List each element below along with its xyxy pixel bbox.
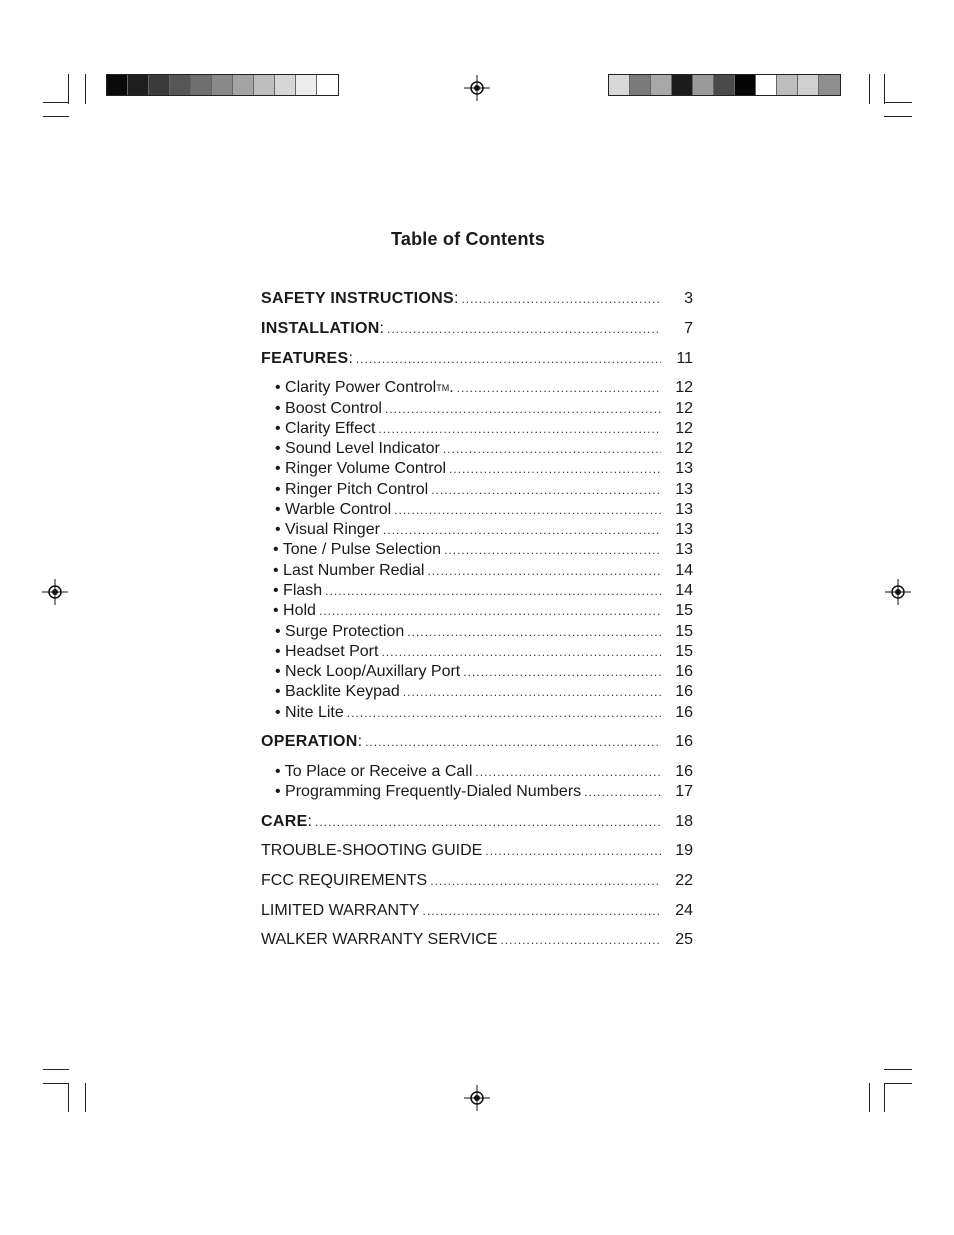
crop-mark — [884, 102, 912, 103]
page-number: 13 — [675, 481, 693, 498]
toc-entry — [261, 540, 693, 560]
toc-entry — [261, 289, 693, 309]
color-swatch — [735, 75, 756, 95]
toc-entry — [261, 662, 693, 682]
dot-leader — [385, 399, 661, 419]
color-swatch — [212, 75, 233, 95]
page-number: 15 — [675, 643, 693, 660]
dot-leader — [485, 841, 661, 861]
toc-entry — [261, 732, 693, 752]
crop-mark — [43, 102, 69, 103]
toc-entry — [261, 319, 693, 339]
toc-entry-label: • To Place or Receive a Call — [275, 763, 473, 780]
page-number: 3 — [684, 290, 693, 307]
dot-leader — [315, 812, 661, 832]
toc-entry — [261, 930, 693, 950]
toc-entry-label: • Hold — [273, 602, 316, 619]
crop-mark — [43, 1069, 69, 1070]
dot-leader — [423, 901, 661, 921]
toc-entry — [261, 762, 693, 782]
toc-entry — [261, 459, 693, 479]
color-swatch — [777, 75, 798, 95]
toc-entry — [261, 500, 693, 520]
dot-leader — [457, 378, 661, 398]
page-number: 17 — [675, 783, 693, 800]
page-number: 12 — [675, 420, 693, 437]
page-number: 14 — [675, 562, 693, 579]
dot-leader — [347, 703, 661, 723]
dot-leader — [394, 500, 661, 520]
registration-mark-icon — [464, 75, 490, 101]
page-number: 16 — [675, 683, 693, 700]
toc-entry — [261, 378, 693, 398]
toc-entry — [261, 419, 693, 439]
crop-mark — [85, 74, 86, 104]
color-swatch — [275, 75, 296, 95]
color-swatch — [191, 75, 212, 95]
toc-entry-label: • Clarity Power Control™. — [275, 379, 454, 396]
page-number: 16 — [675, 763, 693, 780]
crop-mark — [85, 1083, 86, 1112]
toc-entry-label: • Last Number Redial — [273, 562, 425, 579]
dot-leader — [461, 289, 661, 309]
color-swatch — [693, 75, 714, 95]
page-number: 15 — [675, 602, 693, 619]
color-swatch — [630, 75, 651, 95]
dot-leader — [430, 871, 661, 891]
toc-entry-label: WALKER WARRANTY SERVICE — [261, 931, 498, 948]
toc-entry — [261, 622, 693, 642]
page-number: 15 — [675, 623, 693, 640]
color-swatch — [672, 75, 693, 95]
page-number: 12 — [675, 440, 693, 457]
registration-mark-icon — [464, 1085, 490, 1111]
color-swatch — [149, 75, 170, 95]
toc-entry-label: SAFETY INSTRUCTIONS: — [261, 290, 459, 307]
crop-mark — [869, 1083, 870, 1112]
toc-entry-label: • Neck Loop/Auxillary Port — [275, 663, 461, 680]
dot-leader — [584, 782, 661, 802]
toc-entry-label: CARE: — [261, 813, 312, 830]
crop-mark — [884, 1069, 912, 1070]
toc-entry — [261, 812, 693, 832]
right-color-bar — [608, 74, 841, 96]
dot-leader — [407, 622, 661, 642]
toc-entry-label: OPERATION: — [261, 733, 363, 750]
page-number: 16 — [675, 663, 693, 680]
page-number: 19 — [675, 842, 693, 859]
toc-entry-label: • Ringer Volume Control — [275, 460, 447, 477]
toc-entry — [261, 601, 693, 621]
toc-entry-label: • Tone / Pulse Selection — [273, 541, 442, 558]
toc-entry-label: • Warble Control — [275, 501, 392, 518]
color-swatch — [317, 75, 338, 95]
page-number: 14 — [675, 582, 693, 599]
color-swatch — [170, 75, 191, 95]
toc-entry-label: • Programming Frequently-Dialed Numbers — [275, 783, 582, 800]
page-number: 13 — [675, 521, 693, 538]
page-number: 16 — [675, 704, 693, 721]
page-number: 18 — [675, 813, 693, 830]
dot-leader — [403, 682, 661, 702]
toc-entry-label: • Surge Protection — [275, 623, 405, 640]
crop-mark — [884, 74, 885, 104]
toc-entry — [261, 841, 693, 861]
toc-entry — [261, 439, 693, 459]
dot-leader — [383, 520, 661, 540]
dot-leader — [381, 642, 661, 662]
page-number: 7 — [684, 320, 693, 337]
toc-entry — [261, 399, 693, 419]
page-number: 22 — [675, 872, 693, 889]
toc-entry — [261, 480, 693, 500]
color-swatch — [609, 75, 630, 95]
dot-leader — [356, 349, 661, 369]
crop-mark — [884, 1083, 912, 1084]
color-swatch — [798, 75, 819, 95]
crop-mark — [68, 1083, 69, 1112]
page-number: 13 — [675, 501, 693, 518]
page-number: 13 — [675, 541, 693, 558]
toc-entry — [261, 682, 693, 702]
toc-entry-label: TROUBLE-SHOOTING GUIDE — [261, 842, 483, 859]
registration-mark-icon — [885, 579, 911, 605]
dot-leader — [463, 662, 661, 682]
dot-leader — [444, 540, 661, 560]
color-swatch — [233, 75, 254, 95]
color-swatch — [819, 75, 840, 95]
color-swatch — [714, 75, 735, 95]
trademark-symbol: TM — [436, 383, 450, 393]
toc-entry — [261, 561, 693, 581]
dot-leader — [365, 732, 661, 752]
toc-entry — [261, 520, 693, 540]
toc-entry-label: • Ringer Pitch Control — [275, 481, 429, 498]
toc-entry-label: LIMITED WARRANTY — [261, 902, 420, 919]
toc-entry-label: • Backlite Keypad — [275, 683, 400, 700]
toc-entry — [261, 871, 693, 891]
crop-mark — [884, 1083, 885, 1112]
page-number: 12 — [675, 379, 693, 396]
toc-entry-label: • Clarity Effect — [275, 420, 376, 437]
crop-mark — [68, 74, 69, 104]
page-number: 16 — [675, 733, 693, 750]
dot-leader — [387, 319, 661, 339]
crop-mark — [884, 116, 912, 117]
toc-entry-label: • Boost Control — [275, 400, 382, 417]
color-swatch — [296, 75, 317, 95]
dot-leader — [319, 601, 661, 621]
crop-mark — [43, 1083, 69, 1084]
toc-entry-label: FCC REQUIREMENTS — [261, 872, 428, 889]
toc-entry — [261, 581, 693, 601]
toc-entry-label: • Nite Lite — [275, 704, 344, 721]
toc-entry — [261, 642, 693, 662]
page-number: 24 — [675, 902, 693, 919]
dot-leader — [427, 561, 661, 581]
dot-leader — [449, 459, 661, 479]
toc-entry — [261, 703, 693, 723]
left-color-bar — [106, 74, 339, 96]
registration-mark-icon — [42, 579, 68, 605]
toc-entry-label: • Headset Port — [275, 643, 379, 660]
toc-entry-label: FEATURES: — [261, 350, 353, 367]
dot-leader — [325, 581, 661, 601]
dot-leader — [443, 439, 661, 459]
toc-entry — [261, 901, 693, 921]
page-title: Table of Contents — [391, 229, 546, 249]
dot-leader — [378, 419, 661, 439]
page-number: 11 — [676, 350, 693, 367]
dot-leader — [501, 930, 662, 950]
toc-entry — [261, 782, 693, 802]
color-swatch — [756, 75, 777, 95]
crop-mark — [869, 74, 870, 104]
toc-entry-label: INSTALLATION: — [261, 320, 384, 337]
page-number: 13 — [675, 460, 693, 477]
crop-mark — [43, 116, 69, 117]
toc-entry — [261, 349, 693, 369]
dot-leader — [431, 480, 661, 500]
dot-leader — [475, 762, 661, 782]
page-number: 12 — [675, 400, 693, 417]
toc-entry-label: • Flash — [273, 582, 323, 599]
toc-entry-label: • Sound Level Indicator — [275, 440, 440, 457]
color-swatch — [254, 75, 275, 95]
toc-entry-label: • Visual Ringer — [275, 521, 380, 538]
page-number: 25 — [675, 931, 693, 948]
color-swatch — [107, 75, 128, 95]
color-swatch — [128, 75, 149, 95]
color-swatch — [651, 75, 672, 95]
